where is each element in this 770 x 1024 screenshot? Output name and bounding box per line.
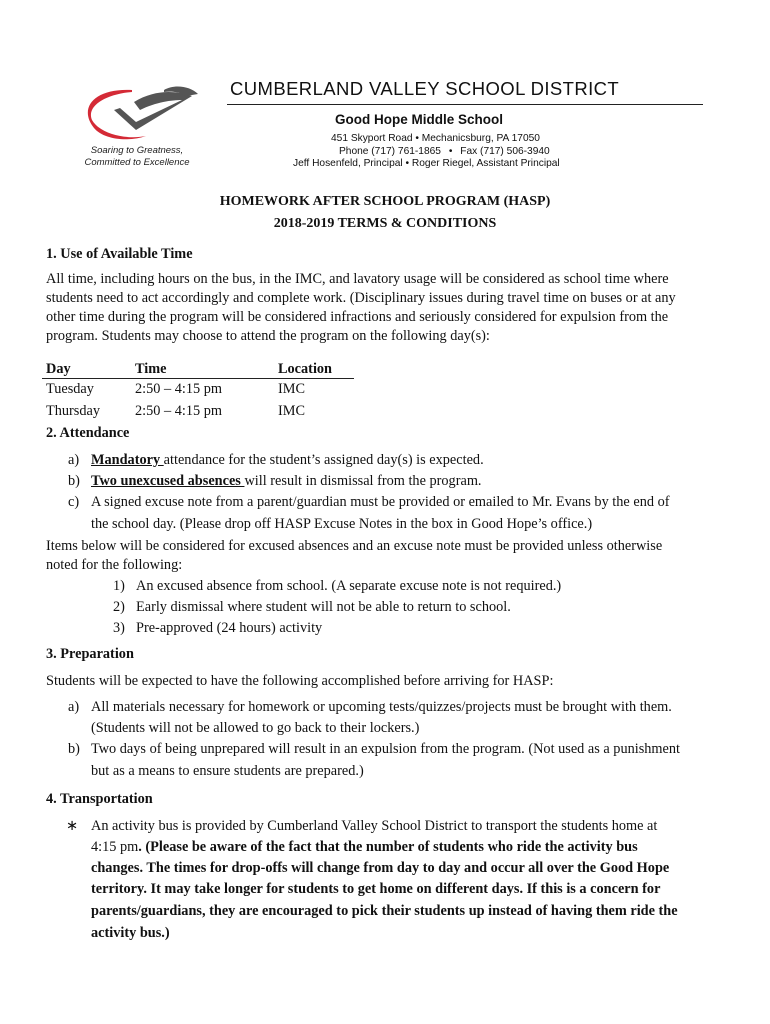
table-cell: IMC [278,403,306,419]
section-1-line: program. Students may choose to attend the program on the following day(s): [46,328,490,344]
table-cell: 2:50 – 4:15 pm [135,403,222,419]
list-item-text: All materials necessary for homework or upcoming tests/quizzes/projects must be brought with them. [91,699,672,715]
numbered-label: 1) [113,578,125,594]
list-label: a) [68,452,80,468]
list-label: c) [68,494,80,510]
document-title: HOMEWORK AFTER SCHOOL PROGRAM (HASP) [219,194,551,209]
transport-note-line: activity bus.) [91,925,170,941]
list-item-text: A signed excuse note from a parent/guardian must be provided or emailed to Mr. Evans by the end of [91,494,670,510]
eagle-swoosh-icon [74,80,204,150]
section-3-intro: Students will be expected to have the following accomplished before arriving for HASP: [46,673,554,689]
school-address: 451 Skyport Road • Mechanicsburg, PA 17050 [331,133,540,144]
numbered-item: Pre-approved (24 hours) activity [136,620,323,636]
list-label: a) [68,699,80,715]
list-item-rest: attendance for the student’s assigned day(s) is expected. [163,452,484,468]
list-item-text [91,452,484,468]
section-3-heading: 3. Preparation [46,646,134,662]
table-cell: 2:50 – 4:15 pm [135,381,222,397]
list-label: b) [68,741,80,757]
section-2-heading: 2. Attendance [46,425,130,441]
section-1-body [46,270,736,346]
letterhead-rule [227,104,703,105]
transport-line [91,839,638,855]
school-principals: Jeff Hosenfeld, Principal • Roger Riegel, Assistant Principal [293,158,560,169]
tagline-line-1: Soaring to Greatness, [90,145,184,156]
transport-note-start: . (Please be aware of the fact that the number of students who ride the activity bus [138,839,638,855]
transport-note-line: parents/guardians, they are encouraged to pick their students up instead of having them ride the [91,903,678,919]
list-label: b) [68,473,80,489]
table-header-rule [42,378,354,379]
excused-intro: noted for the following: [46,557,183,573]
emphasis-mandatory: Mandatory [91,452,164,468]
table-header-day: Day [46,361,71,377]
transport-line: An activity bus is provided by Cumberland Valley School District to transport the students home at [91,818,658,834]
letterhead [0,0,770,180]
tagline-line-2: Committed to Excellence [84,157,190,168]
section-4-heading: 4. Transportation [46,791,153,807]
list-item-text [91,473,482,489]
section-1-line: All time, including hours on the bus, in the IMC, and lavatory usage will be considered as school time where [46,271,669,287]
table-cell: IMC [278,381,306,397]
school-name: Good Hope Middle School [335,112,503,127]
numbered-label: 3) [113,620,125,636]
section-1-heading: 1. Use of Available Time [46,246,193,262]
table-cell: Thursday [46,403,100,419]
district-name: CUMBERLAND VALLEY SCHOOL DISTRICT [230,78,620,99]
table-cell: Tuesday [46,381,94,397]
list-item-rest: will result in dismissal from the program. [244,473,482,489]
table-header-time: Time [135,361,167,377]
numbered-label: 2) [113,599,125,615]
transport-note-line: changes. The times for drop-offs will change from day to day and occur all over the Good Hope [91,860,670,876]
numbered-item: Early dismissal where student will not be able to return to school. [136,599,511,615]
phone-fax-separator: • [448,146,453,157]
logo-tagline [62,145,212,169]
school-fax: Fax (717) 506-3940 [460,146,550,157]
bus-time: 4:15 pm [91,839,139,855]
school-phone: Phone (717) 761-1865 [339,146,441,157]
document-subtitle: 2018-2019 TERMS & CONDITIONS [273,216,497,231]
list-item-text: (Students will not be allowed to go back to their lockers.) [91,720,420,736]
list-item-text: Two days of being unprepared will result in an expulsion from the program. (Not used as a punishment [91,741,681,757]
list-item-text: the school day. (Please drop off HASP Excuse Notes in the box in Good Hope’s office.) [91,516,593,532]
section-1-line: other time during the program will be considered infractions and seriously considered for expulsion from the [46,309,669,325]
transport-note-line: territory. It may take longer for students to get home on different days. If this is a concern for [91,881,661,897]
table-header-location: Location [278,361,333,377]
bullet-icon: ∗ [66,818,78,834]
section-1-line: students need to act accordingly and complete work. (Disciplinary issues during travel time on buses or at any [46,290,676,306]
school-phone-fax [339,146,550,157]
emphasis-unexcused: Two unexcused absences [91,473,245,489]
numbered-item: An excused absence from school. (A separate excuse note is not required.) [136,578,562,594]
excused-intro: Items below will be considered for excused absences and an excuse note must be provided unless otherwise [46,538,663,554]
list-item-text: but as a means to ensure students are prepared.) [91,763,364,779]
